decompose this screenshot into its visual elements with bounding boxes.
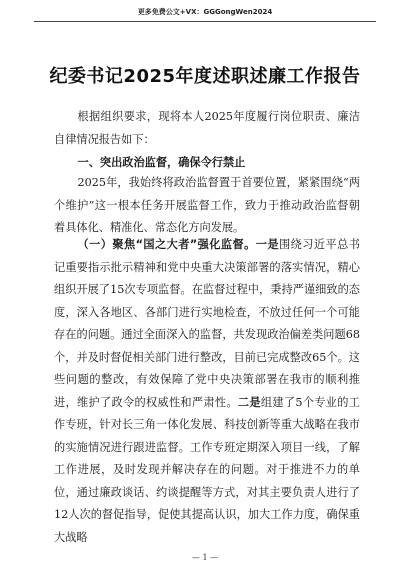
header-note: 更多免费公文+VX：GGGongWen2024	[137, 8, 273, 16]
point-text-2: 组建了5个专业的工作专班，针对长三角一体化发展、科技创新等重大战略在我市的实施情况进行跟进监督。工作专班定期深入项目一线，了解工作进展，及时发现并解决存在的问题。对于推进不力的单位，通过廉政谈话、约谈提醒等方式，对其主要负责人进行了12人次的督促指导，促使其提高认识，加大工作力度，确保重大战略	[54, 395, 360, 544]
section-heading-text: 一、突出政治监督，确保令行禁止	[77, 156, 246, 169]
point-lead-2: 二是	[237, 395, 261, 409]
point-lead-1: 一是	[255, 238, 280, 251]
section1-text: 2025年，我始终将政治监督置于首要位置，紧紧围绕“两个维护”这一根本任务开展监督工作，致力于推动政治监督朝着具体化、精准化、常态化方向发展。	[54, 176, 360, 234]
point-text-1: 围绕习近平总书记重要指示批示精神和党中央重大决策部署的落实情况，精心组织开展了15次专项监督。在监督过程中，秉持严谨细致的态度，深入各地区、各部门进行实地检查，不放过任何一个可能存在的问题。通过全面深入的监督，共发现政治偏差类问题68个，并及时督促相关部门进行整改，目前已完成整改65个。这些问题的整改，有效保障了党中央决策部署在我市的顺利推进，维护了政令的权威性和严肃性。	[54, 238, 360, 409]
page-number: — 1 —	[191, 553, 219, 562]
subsection-text	[54, 234, 360, 549]
header-rule	[34, 21, 376, 22]
document-title: 纪委书记2025年度述职述廉工作报告	[49, 66, 361, 87]
intro-text: 根据组织要求，现将本人2025年度履行岗位职责、廉洁自律情况报告如下：	[54, 110, 360, 146]
intro-paragraph	[54, 106, 360, 151]
subsection-heading: （一）聚焦“国之大者”强化监督。	[77, 238, 256, 251]
subsection-paragraph	[54, 234, 360, 549]
section1-paragraph	[54, 172, 360, 240]
